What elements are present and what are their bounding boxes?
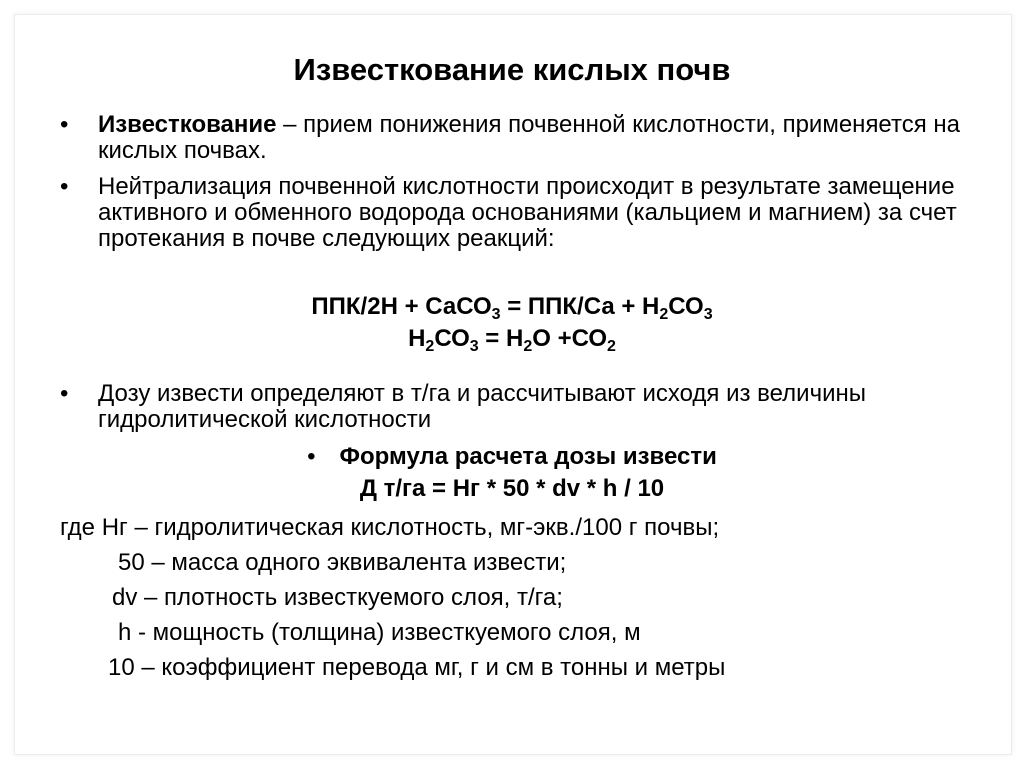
definition-hg: где Нг – гидролитическая кислотность, мг-экв./100 г почвы; xyxy=(60,514,720,541)
bullet-lime-dose xyxy=(60,381,960,433)
formula-heading xyxy=(0,443,1024,471)
bullet-neutralization xyxy=(60,174,960,252)
formula-heading-text: Формула расчета дозы извести xyxy=(339,443,717,470)
bullet-rest: – прием понижения почвенной кислотности, применяется на кислых почвах. xyxy=(98,111,960,164)
slide-title: Известкование кислых почв xyxy=(293,52,731,87)
bullet-dot: • xyxy=(307,443,316,470)
bullet-text xyxy=(98,112,960,164)
bullet-dot: • xyxy=(60,380,69,407)
definition-50: 50 – масса одного эквивалента извести; xyxy=(118,549,567,576)
reaction-equation-2: $Н_2СО_3 = Н_2О +СО_2$ xyxy=(408,325,616,355)
bullet-dot: • xyxy=(60,173,69,200)
bullet-text: Дозу извести определяют в т/га и рассчитывают исходя из величины гидролитической кислотности xyxy=(98,380,866,433)
definition-h: h - мощность (толщина) известкуемого слоя, м xyxy=(118,619,641,646)
bullet-bold-term: Известкование xyxy=(98,111,277,138)
definition-10: 10 – коэффициент перевода мг, г и см в тонны и метры xyxy=(108,654,726,681)
bullet-text: Нейтрализация почвенной кислотности происходит в результате замещение активного и обменного водорода основаниями (кальцием и магнием) за счет протекания в почве следующих реакций: xyxy=(98,173,957,252)
bullet-dot: • xyxy=(60,111,69,138)
bullet-liming-definition xyxy=(60,112,960,164)
dose-formula: Д т/га = Нг * 50 * dv * h / 10 xyxy=(359,475,665,502)
reaction-equation-1: ППК/2Н + СаСО$_3$ = $ППК/Са + Н_2СО_3$ xyxy=(311,293,713,323)
definition-dv: dv – плотность известкуемого слоя, т/га; xyxy=(112,584,563,611)
